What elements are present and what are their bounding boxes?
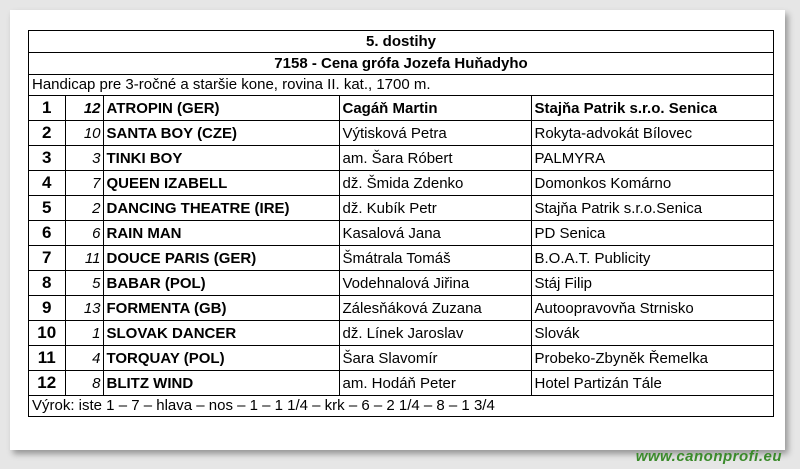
horse-name-cell: RAIN MAN (103, 221, 339, 246)
race-conditions: Handicap pre 3-ročné a staršie kone, rovina II. kat., 1700 m. (29, 75, 773, 96)
table-row (29, 96, 773, 121)
place-cell: 3 (29, 146, 65, 171)
owner-cell: Stajňa Patrik s.r.o.Senica (531, 196, 773, 221)
start-number-cell: 10 (65, 121, 103, 146)
start-number-cell: 3 (65, 146, 103, 171)
horse-name-cell: FORMENTA (GB) (103, 296, 339, 321)
race-verdict: Výrok: iste 1 – 7 – hlava – nos – 1 – 1 1/4 – krk – 6 – 2 1/4 – 8 – 1 3/4 (32, 397, 495, 414)
race-number-heading: 5. dostihy (29, 31, 773, 53)
jockey-cell: Vodehnalová Jiřina (339, 271, 531, 296)
horse-name-cell: TORQUAY (POL) (103, 346, 339, 371)
jockey-cell: am. Šara Róbert (339, 146, 531, 171)
owner-cell: Autoopravovňa Strnisko (531, 296, 773, 321)
jockey-cell: Výtisková Petra (339, 121, 531, 146)
place-cell: 11 (29, 346, 65, 371)
jockey-cell: dž. Šmida Zdenko (339, 171, 531, 196)
table-row (29, 271, 773, 296)
table-row (29, 121, 773, 146)
horse-name-cell: DOUCE PARIS (GER) (103, 246, 339, 271)
horse-name-cell: SLOVAK DANCER (103, 321, 339, 346)
results-table (29, 96, 773, 396)
start-number-cell: 5 (65, 271, 103, 296)
owner-cell: Hotel Partizán Tále (531, 371, 773, 396)
table-row (29, 296, 773, 321)
owner-cell: Stáj Filip (531, 271, 773, 296)
owner-cell: Domonkos Komárno (531, 171, 773, 196)
jockey-cell: Kasalová Jana (339, 221, 531, 246)
horse-name-cell: BABAR (POL) (103, 271, 339, 296)
jockey-cell: dž. Kubík Petr (339, 196, 531, 221)
start-number-cell: 4 (65, 346, 103, 371)
place-cell: 12 (29, 371, 65, 396)
horse-name-cell: SANTA BOY (CZE) (103, 121, 339, 146)
table-row (29, 371, 773, 396)
start-number-cell: 8 (65, 371, 103, 396)
place-cell: 1 (29, 96, 65, 121)
owner-cell: Probeko-Zbyněk Řemelka (531, 346, 773, 371)
table-row (29, 321, 773, 346)
place-cell: 4 (29, 171, 65, 196)
start-number-cell: 2 (65, 196, 103, 221)
place-cell: 8 (29, 271, 65, 296)
table-row (29, 221, 773, 246)
owner-cell: B.O.A.T. Publicity (531, 246, 773, 271)
jockey-cell: Zálesňáková Zuzana (339, 296, 531, 321)
race-title-heading: 7158 - Cena grófa Jozefa Huňadyho (29, 53, 773, 75)
start-number-cell: 13 (65, 296, 103, 321)
start-number-cell: 7 (65, 171, 103, 196)
start-number-cell: 11 (65, 246, 103, 271)
horse-name-cell: ATROPIN (GER) (103, 96, 339, 121)
owner-cell: PALMYRA (531, 146, 773, 171)
horse-name-cell: QUEEN IZABELL (103, 171, 339, 196)
table-row (29, 146, 773, 171)
place-cell: 9 (29, 296, 65, 321)
jockey-cell: Šara Slavomír (339, 346, 531, 371)
place-cell: 6 (29, 221, 65, 246)
place-cell: 2 (29, 121, 65, 146)
place-cell: 7 (29, 246, 65, 271)
owner-cell: Slovák (531, 321, 773, 346)
table-row (29, 346, 773, 371)
results-table-frame (28, 30, 774, 417)
start-number-cell: 1 (65, 321, 103, 346)
jockey-cell: Šmátrala Tomáš (339, 246, 531, 271)
place-cell: 10 (29, 321, 65, 346)
owner-cell: Rokyta-advokát Bílovec (531, 121, 773, 146)
jockey-cell: Cagáň Martin (339, 96, 531, 121)
horse-name-cell: TINKI BOY (103, 146, 339, 171)
table-row (29, 171, 773, 196)
jockey-cell: am. Hodáň Peter (339, 371, 531, 396)
table-row (29, 246, 773, 271)
start-number-cell: 6 (65, 221, 103, 246)
place-cell: 5 (29, 196, 65, 221)
jockey-cell: dž. Línek Jaroslav (339, 321, 531, 346)
table-row (29, 196, 773, 221)
owner-cell: Stajňa Patrik s.r.o. Senica (531, 96, 773, 121)
horse-name-cell: BLITZ WIND (103, 371, 339, 396)
start-number-cell: 12 (65, 96, 103, 121)
horse-name-cell: DANCING THEATRE (IRE) (103, 196, 339, 221)
owner-cell: PD Senica (531, 221, 773, 246)
watermark: www.canonprofi.eu (635, 448, 782, 465)
